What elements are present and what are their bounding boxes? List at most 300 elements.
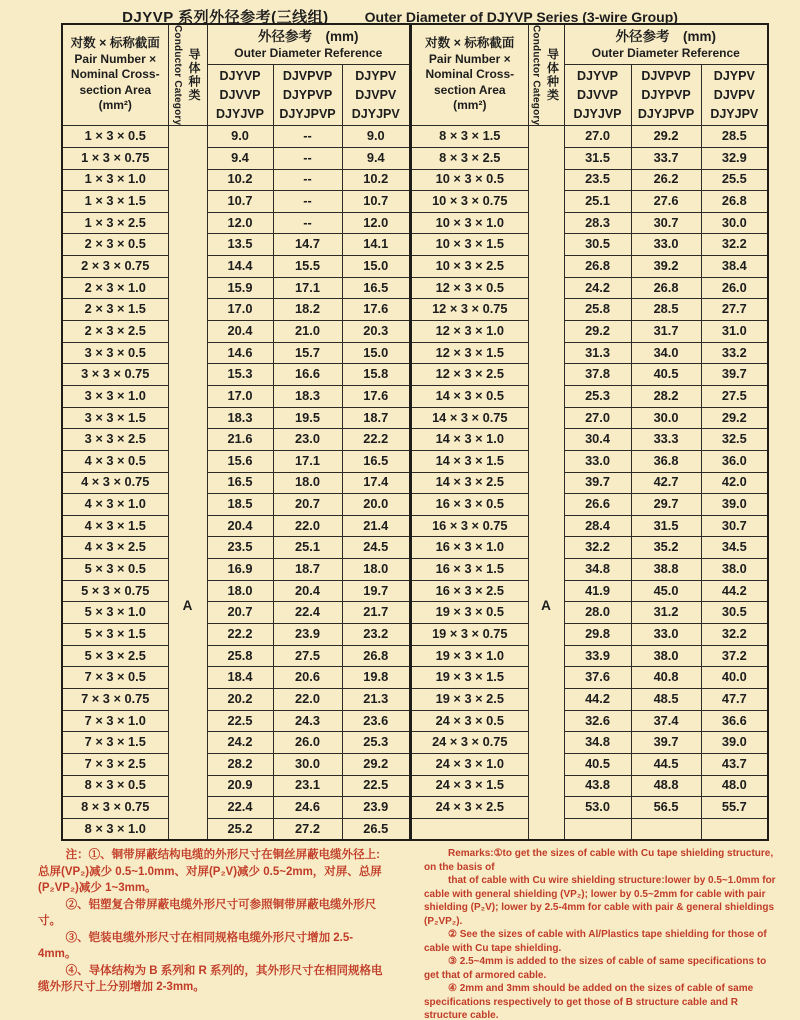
pair-size-cell: 2 × 3 × 0.5 xyxy=(62,234,168,256)
od-value-cell: 47.7 xyxy=(701,688,768,710)
table-row xyxy=(411,212,768,234)
cable-type-name: DJVPVP xyxy=(641,68,691,83)
od-value-cell: 41.9 xyxy=(564,580,631,602)
od-value-cell: 39.0 xyxy=(701,732,768,754)
pair-size-cell: 2 × 3 × 1.5 xyxy=(62,299,168,321)
outer-diameter-header-zh: 外径参考 (mm) xyxy=(258,29,359,45)
table-row xyxy=(62,212,410,234)
od-value-cell: 34.5 xyxy=(701,537,768,559)
pair-header-line: section Area xyxy=(433,82,506,97)
note-item-zh: ③、铠装电缆外形尺寸在相同规格电缆外形尺寸增加 2.5-4mm。 xyxy=(38,931,354,960)
cable-type-name: DJYPVP xyxy=(282,87,333,102)
od-value-cell: 30.0 xyxy=(701,212,768,234)
od-value-cell: 24.6 xyxy=(273,797,342,819)
pair-size-cell: 12 × 3 × 2.5 xyxy=(411,364,528,386)
cable-type-name: DJYJPVP xyxy=(637,106,695,121)
pair-size-cell: 14 × 3 × 2.5 xyxy=(411,472,528,494)
table-row xyxy=(62,624,410,646)
table-row xyxy=(411,559,768,581)
pair-size-cell: 5 × 3 × 1.5 xyxy=(62,624,168,646)
od-value-cell xyxy=(564,818,631,840)
pair-size-cell: 8 × 3 × 2.5 xyxy=(411,147,528,169)
page-title-en: Outer Diameter of DJYVP Series (3-wire Group) xyxy=(364,9,678,25)
pair-size-cell: 7 × 3 × 1.0 xyxy=(62,710,168,732)
od-value-cell: 19.7 xyxy=(342,580,410,602)
od-value-cell: 27.0 xyxy=(564,407,631,429)
od-value-cell: 36.6 xyxy=(701,710,768,732)
pair-size-cell: 3 × 3 × 0.5 xyxy=(62,342,168,364)
od-value-cell: 10.2 xyxy=(207,169,273,191)
od-value-cell: 14.7 xyxy=(273,234,342,256)
cable-type-name: DJYJPVP xyxy=(279,106,336,121)
od-value-cell: 37.4 xyxy=(631,710,701,732)
pair-size-cell: 24 × 3 × 2.5 xyxy=(411,797,528,819)
pair-size-cell: 4 × 3 × 0.75 xyxy=(62,472,168,494)
od-value-cell: -- xyxy=(273,126,342,148)
table-row xyxy=(62,775,410,797)
od-value-cell: 17.1 xyxy=(273,277,342,299)
od-value-cell: 43.7 xyxy=(701,753,768,775)
od-value-cell: 18.3 xyxy=(273,385,342,407)
od-value-cell: 26.8 xyxy=(701,191,768,213)
cable-type-name: DJYPVP xyxy=(641,87,691,102)
od-value-cell: 29.2 xyxy=(342,753,410,775)
pair-size-cell: 8 × 3 × 1.0 xyxy=(62,818,168,840)
od-value-cell xyxy=(701,818,768,840)
od-value-cell: 32.9 xyxy=(701,147,768,169)
od-value-cell: 28.5 xyxy=(701,126,768,148)
od-value-cell: 48.8 xyxy=(631,775,701,797)
od-value-cell: 26.6 xyxy=(564,494,631,516)
table-row xyxy=(62,191,410,213)
od-value-cell: 32.2 xyxy=(701,234,768,256)
table-row xyxy=(62,450,410,472)
od-value-cell: 23.0 xyxy=(273,429,342,451)
pair-size-cell xyxy=(411,818,528,840)
cable-type-name: DJYJVP xyxy=(573,106,622,121)
od-value-cell: 10.2 xyxy=(342,169,410,191)
table-row xyxy=(411,732,768,754)
outer-diameter-header-zh: 外径参考 (mm) xyxy=(615,29,717,45)
note-item-en: Remarks:①to get the sizes of cable with Cu tape shielding structure, on the basis of xyxy=(424,848,774,873)
pair-size-cell: 12 × 3 × 0.75 xyxy=(411,299,528,321)
od-value-cell: 20.4 xyxy=(273,580,342,602)
conductor-category-label-en: Conductor Category xyxy=(172,25,183,126)
od-value-cell: 31.0 xyxy=(701,321,768,343)
table-row xyxy=(62,429,410,451)
od-value-cell: 22.5 xyxy=(207,710,273,732)
od-value-cell: 38.0 xyxy=(631,645,701,667)
od-value-cell: 26.8 xyxy=(564,256,631,278)
od-value-cell: 14.1 xyxy=(342,234,410,256)
table-row xyxy=(62,277,410,299)
pair-size-cell: 12 × 3 × 1.5 xyxy=(411,342,528,364)
od-value-cell: 22.4 xyxy=(273,602,342,624)
cable-type-name: DJYPV xyxy=(355,68,397,83)
conductor-category-cell xyxy=(168,126,207,840)
table-row xyxy=(411,234,768,256)
pair-size-cell: 5 × 3 × 0.5 xyxy=(62,559,168,581)
note-item-en: ② See the sizes of cable with Al/Plastics tape shielding for those of cable with Cu tape shielding. xyxy=(424,929,767,954)
outer-diameter-header xyxy=(207,24,410,65)
table-row xyxy=(411,688,768,710)
table-row xyxy=(62,321,410,343)
od-value-cell: 19.5 xyxy=(273,407,342,429)
table-row xyxy=(411,342,768,364)
table-row xyxy=(62,234,410,256)
od-value-cell: 18.3 xyxy=(207,407,273,429)
pair-size-cell: 19 × 3 × 1.0 xyxy=(411,645,528,667)
table-row xyxy=(411,775,768,797)
od-value-cell: 22.2 xyxy=(342,429,410,451)
od-value-cell: 44.5 xyxy=(631,753,701,775)
pair-size-cell: 3 × 3 × 0.75 xyxy=(62,364,168,386)
spec-tables xyxy=(61,23,769,836)
od-value-cell: 33.0 xyxy=(564,450,631,472)
od-value-cell: -- xyxy=(273,169,342,191)
od-value-cell: 40.5 xyxy=(631,364,701,386)
od-value-cell: 38.0 xyxy=(701,559,768,581)
pair-size-cell: 4 × 3 × 2.5 xyxy=(62,537,168,559)
pair-header-line: section Area xyxy=(79,82,152,97)
od-value-cell: 40.8 xyxy=(631,667,701,689)
pair-size-cell: 14 × 3 × 0.75 xyxy=(411,407,528,429)
od-value-cell: 28.5 xyxy=(631,299,701,321)
cable-type-column-header xyxy=(631,65,701,126)
od-value-cell: 25.2 xyxy=(207,818,273,840)
od-value-cell: 32.2 xyxy=(701,624,768,646)
od-value-cell: 23.5 xyxy=(564,169,631,191)
od-value-cell: 9.4 xyxy=(342,147,410,169)
od-value-cell: 18.0 xyxy=(273,472,342,494)
od-value-cell: 24.5 xyxy=(342,537,410,559)
od-value-cell: 15.3 xyxy=(207,364,273,386)
od-value-cell: 27.5 xyxy=(273,645,342,667)
cable-type-name: DJVPVP xyxy=(282,68,333,83)
od-value-cell: 28.3 xyxy=(564,212,631,234)
od-value-cell: 14.4 xyxy=(207,256,273,278)
od-value-cell: 40.0 xyxy=(701,667,768,689)
od-value-cell: 25.8 xyxy=(564,299,631,321)
table-row xyxy=(62,169,410,191)
table-row xyxy=(411,645,768,667)
od-value-cell: 32.6 xyxy=(564,710,631,732)
od-value-cell: 56.5 xyxy=(631,797,701,819)
table-row xyxy=(411,624,768,646)
od-value-cell: 30.5 xyxy=(701,602,768,624)
od-value-cell: 28.2 xyxy=(207,753,273,775)
cable-type-name: DJVPV xyxy=(713,87,755,102)
od-value-cell: 23.9 xyxy=(273,624,342,646)
od-value-cell: 12.0 xyxy=(342,212,410,234)
pair-size-cell: 16 × 3 × 0.75 xyxy=(411,515,528,537)
table-row xyxy=(411,407,768,429)
od-value-cell: 20.4 xyxy=(207,515,273,537)
note-item-zh: ④、导体结构为 B 系列和 R 系列的，其外形尺寸在相同规格电缆外形尺寸上分别增加 2-3mm。 xyxy=(38,964,383,993)
od-value-cell: 21.7 xyxy=(342,602,410,624)
pair-size-cell: 24 × 3 × 1.0 xyxy=(411,753,528,775)
od-value-cell: 30.7 xyxy=(701,515,768,537)
pair-size-cell: 24 × 3 × 0.5 xyxy=(411,710,528,732)
od-value-cell: 26.8 xyxy=(342,645,410,667)
table-row xyxy=(62,645,410,667)
table-row xyxy=(411,602,768,624)
od-value-cell: 24.2 xyxy=(207,732,273,754)
table-row xyxy=(411,515,768,537)
conductor-category-header xyxy=(528,24,564,126)
pair-size-cell: 1 × 3 × 1.5 xyxy=(62,191,168,213)
table-row xyxy=(62,688,410,710)
note-item-en: ③ 2.5~4mm is added to the sizes of cable of same specifications to get that of armored cable. xyxy=(424,956,767,981)
pair-size-cell: 2 × 3 × 2.5 xyxy=(62,321,168,343)
od-value-cell: 9.0 xyxy=(207,126,273,148)
pair-size-cell: 16 × 3 × 1.5 xyxy=(411,559,528,581)
table-row xyxy=(62,818,410,840)
conductor-category-value: A xyxy=(182,598,193,614)
od-value-cell: 45.0 xyxy=(631,580,701,602)
od-value-cell: 20.7 xyxy=(273,494,342,516)
pair-header-line: (mm²) xyxy=(98,98,132,113)
od-value-cell: 22.5 xyxy=(342,775,410,797)
od-value-cell: 23.6 xyxy=(342,710,410,732)
od-value-cell: 33.0 xyxy=(631,234,701,256)
pair-size-cell: 8 × 3 × 1.5 xyxy=(411,126,528,148)
od-value-cell: 27.5 xyxy=(701,385,768,407)
od-value-cell: 16.5 xyxy=(342,450,410,472)
cable-type-name: DJYJPV xyxy=(351,106,400,121)
table-row xyxy=(411,364,768,386)
od-value-cell: 30.0 xyxy=(273,753,342,775)
pair-size-cell: 7 × 3 × 0.75 xyxy=(62,688,168,710)
cable-type-name: DJVVP xyxy=(219,87,261,102)
od-value-cell: 28.2 xyxy=(631,385,701,407)
od-value-cell xyxy=(631,818,701,840)
od-value-cell: 16.6 xyxy=(273,364,342,386)
cable-type-column-header xyxy=(207,65,273,126)
od-value-cell: 21.3 xyxy=(342,688,410,710)
od-value-cell: 17.0 xyxy=(207,299,273,321)
od-value-cell: 20.2 xyxy=(207,688,273,710)
pair-size-cell: 4 × 3 × 1.0 xyxy=(62,494,168,516)
od-value-cell: 19.8 xyxy=(342,667,410,689)
outer-diameter-header-en: Outer Diameter Reference xyxy=(234,46,383,61)
pair-size-cell: 12 × 3 × 0.5 xyxy=(411,277,528,299)
pair-size-cell: 3 × 3 × 2.5 xyxy=(62,429,168,451)
od-value-cell: 26.0 xyxy=(273,732,342,754)
od-value-cell: 18.2 xyxy=(273,299,342,321)
table-row xyxy=(411,126,768,148)
od-value-cell: 18.0 xyxy=(207,580,273,602)
od-value-cell: 30.4 xyxy=(564,429,631,451)
pair-size-cell: 14 × 3 × 1.0 xyxy=(411,429,528,451)
table-row xyxy=(411,277,768,299)
od-value-cell: 48.5 xyxy=(631,688,701,710)
pair-size-cell: 12 × 3 × 1.0 xyxy=(411,321,528,343)
spec-table-right-body xyxy=(411,126,768,840)
od-value-cell: 36.0 xyxy=(701,450,768,472)
pair-size-cell: 1 × 3 × 0.75 xyxy=(62,147,168,169)
od-value-cell: 42.0 xyxy=(701,472,768,494)
od-value-cell: 25.8 xyxy=(207,645,273,667)
conductor-category-label-zh: 导体种类 xyxy=(545,48,560,103)
od-value-cell: 36.8 xyxy=(631,450,701,472)
table-row xyxy=(411,147,768,169)
od-value-cell: 27.7 xyxy=(701,299,768,321)
od-value-cell: 31.3 xyxy=(564,342,631,364)
od-value-cell: 35.2 xyxy=(631,537,701,559)
od-value-cell: 14.6 xyxy=(207,342,273,364)
table-row xyxy=(62,753,410,775)
pair-size-cell: 10 × 3 × 0.75 xyxy=(411,191,528,213)
pair-size-cell: 19 × 3 × 0.75 xyxy=(411,624,528,646)
pair-size-cell: 19 × 3 × 0.5 xyxy=(411,602,528,624)
pair-size-cell: 4 × 3 × 0.5 xyxy=(62,450,168,472)
pair-size-cell: 1 × 3 × 0.5 xyxy=(62,126,168,148)
pair-size-cell: 2 × 3 × 0.75 xyxy=(62,256,168,278)
od-value-cell: 25.5 xyxy=(701,169,768,191)
od-value-cell: 17.0 xyxy=(207,385,273,407)
od-value-cell: 48.0 xyxy=(701,775,768,797)
od-value-cell: 29.2 xyxy=(701,407,768,429)
pair-size-cell: 3 × 3 × 1.5 xyxy=(62,407,168,429)
od-value-cell: 20.4 xyxy=(207,321,273,343)
od-value-cell: 39.7 xyxy=(701,364,768,386)
pair-size-cell: 2 × 3 × 1.0 xyxy=(62,277,168,299)
pair-size-cell: 4 × 3 × 1.5 xyxy=(62,515,168,537)
table-row xyxy=(411,256,768,278)
od-value-cell: 26.0 xyxy=(701,277,768,299)
conductor-category-value: A xyxy=(541,598,551,614)
table-row xyxy=(411,667,768,689)
od-value-cell: 24.3 xyxy=(273,710,342,732)
od-value-cell: 37.8 xyxy=(564,364,631,386)
conductor-category-label-zh: 导体种类 xyxy=(187,48,201,103)
pair-size-cell: 19 × 3 × 1.5 xyxy=(411,667,528,689)
cable-type-name: DJYJVP xyxy=(216,106,264,121)
spec-table-left-body xyxy=(62,126,410,840)
pair-header-line: (mm²) xyxy=(453,98,487,113)
od-value-cell: 26.8 xyxy=(631,277,701,299)
od-value-cell: 39.0 xyxy=(701,494,768,516)
od-value-cell: 37.2 xyxy=(701,645,768,667)
notes-zh xyxy=(38,847,390,1020)
note-item-en: that of cable with Cu wire shielding structure:lower by 0.5~1.0mm for cable with general shielding (VP₂); lower by 0.5~2mm for cable with pair shielding (P₂V); lower by 2.5-4mm for cable with pair & general shieldings (P₂VP₂). xyxy=(424,875,776,927)
table-row xyxy=(62,515,410,537)
od-value-cell: 30.0 xyxy=(631,407,701,429)
notes-en xyxy=(424,847,780,1020)
pair-size-cell: 3 × 3 × 1.0 xyxy=(62,385,168,407)
table-row xyxy=(411,580,768,602)
note-item-en: ④ 2mm and 3mm should be added on the sizes of cable of same specifications respectively to get those of B structure cable and R structure cable. xyxy=(424,983,754,1020)
od-value-cell: 16.5 xyxy=(207,472,273,494)
pair-size-cell: 10 × 3 × 1.5 xyxy=(411,234,528,256)
table-row xyxy=(411,191,768,213)
od-value-cell: 15.6 xyxy=(207,450,273,472)
od-value-cell: 17.6 xyxy=(342,385,410,407)
od-value-cell: 18.7 xyxy=(273,559,342,581)
pair-size-cell: 10 × 3 × 1.0 xyxy=(411,212,528,234)
od-value-cell: 32.5 xyxy=(701,429,768,451)
od-value-cell: 20.0 xyxy=(342,494,410,516)
cable-type-name: DJYJPV xyxy=(710,106,759,121)
pair-size-cell: 8 × 3 × 0.75 xyxy=(62,797,168,819)
table-row xyxy=(411,472,768,494)
pair-size-cell: 5 × 3 × 2.5 xyxy=(62,645,168,667)
od-value-cell: 10.7 xyxy=(342,191,410,213)
pair-size-cell: 1 × 3 × 1.0 xyxy=(62,169,168,191)
od-value-cell: 22.0 xyxy=(273,515,342,537)
od-value-cell: 39.2 xyxy=(631,256,701,278)
od-value-cell: 25.1 xyxy=(273,537,342,559)
od-value-cell: 28.0 xyxy=(564,602,631,624)
cable-type-column-header xyxy=(342,65,410,126)
spec-table-left xyxy=(61,23,411,841)
table-row xyxy=(62,667,410,689)
pair-size-cell: 7 × 3 × 0.5 xyxy=(62,667,168,689)
table-row xyxy=(62,580,410,602)
od-value-cell: -- xyxy=(273,212,342,234)
od-value-cell: 16.5 xyxy=(342,277,410,299)
pair-size-cell: 1 × 3 × 2.5 xyxy=(62,212,168,234)
cable-type-name: DJVPV xyxy=(355,87,397,102)
footnotes xyxy=(38,847,780,1020)
spec-table-right xyxy=(410,23,769,841)
page-title-zh: DJYVP 系列外径参考(三线组) xyxy=(122,9,329,26)
od-value-cell: 22.0 xyxy=(273,688,342,710)
conductor-category-cell xyxy=(528,126,564,840)
od-value-cell: 10.7 xyxy=(207,191,273,213)
cable-type-name: DJYPV xyxy=(713,68,755,83)
od-value-cell: 43.8 xyxy=(564,775,631,797)
od-value-cell: 53.0 xyxy=(564,797,631,819)
table-row xyxy=(411,321,768,343)
pair-size-cell: 5 × 3 × 1.0 xyxy=(62,602,168,624)
outer-diameter-header-en: Outer Diameter Reference xyxy=(591,46,740,61)
od-value-cell: 55.7 xyxy=(701,797,768,819)
od-value-cell: 33.9 xyxy=(564,645,631,667)
pair-size-cell: 16 × 3 × 1.0 xyxy=(411,537,528,559)
table-row xyxy=(62,494,410,516)
table-row xyxy=(62,797,410,819)
pair-size-cell: 7 × 3 × 1.5 xyxy=(62,732,168,754)
od-value-cell: 34.0 xyxy=(631,342,701,364)
cable-type-name: DJYVP xyxy=(577,68,619,83)
table-row xyxy=(62,407,410,429)
conductor-category-label-en: Conductor Category xyxy=(530,25,542,126)
od-value-cell: 25.3 xyxy=(342,732,410,754)
od-value-cell: 9.0 xyxy=(342,126,410,148)
pair-number-header xyxy=(411,24,528,126)
pair-number-header xyxy=(62,24,168,126)
table-row xyxy=(411,169,768,191)
od-value-cell: 30.5 xyxy=(564,234,631,256)
cable-type-column-header xyxy=(564,65,631,126)
od-value-cell: 21.0 xyxy=(273,321,342,343)
pair-size-cell: 16 × 3 × 0.5 xyxy=(411,494,528,516)
table-row xyxy=(411,753,768,775)
od-value-cell: 29.2 xyxy=(631,126,701,148)
pair-header-line: Nominal Cross- xyxy=(425,67,515,82)
cable-type-column-header xyxy=(701,65,768,126)
od-value-cell: 30.7 xyxy=(631,212,701,234)
od-value-cell: 31.5 xyxy=(564,147,631,169)
od-value-cell: 25.1 xyxy=(564,191,631,213)
pair-size-cell: 10 × 3 × 2.5 xyxy=(411,256,528,278)
table-row xyxy=(62,710,410,732)
table-row xyxy=(62,732,410,754)
od-value-cell: 18.4 xyxy=(207,667,273,689)
od-value-cell: 34.8 xyxy=(564,732,631,754)
